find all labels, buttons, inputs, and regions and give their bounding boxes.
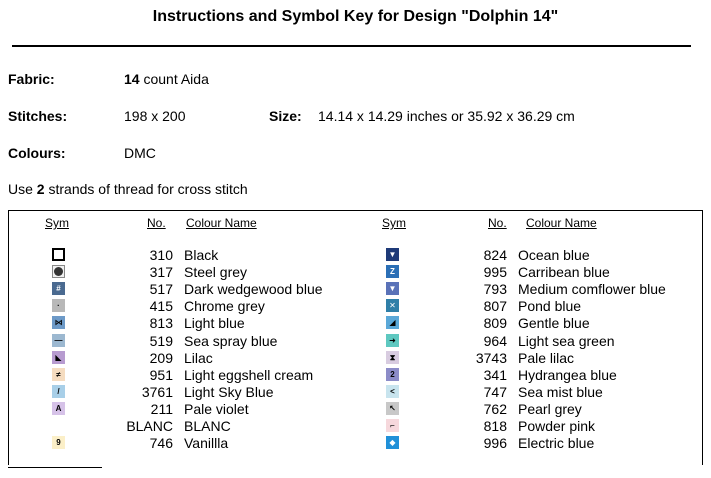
colour-row: [52, 247, 332, 264]
colour-name: Black: [184, 247, 219, 263]
colour-number: 747: [483, 383, 507, 400]
colour-row: [386, 384, 666, 401]
size-value: 14.14 x 14.29 inches or 35.92 x 36.29 cm: [318, 108, 575, 124]
instruction-after: strands of thread for cross stitch: [48, 181, 248, 197]
colour-row: [52, 401, 332, 418]
colour-number: 793: [483, 281, 507, 298]
stitches-row: [8, 108, 186, 124]
colour-row: [52, 264, 332, 281]
colour-number: 818: [483, 418, 507, 434]
colours-label: Colours:: [8, 145, 66, 161]
colour-row: [386, 350, 666, 367]
colour-name: Vanillla: [184, 435, 229, 452]
colour-number: 951: [149, 366, 173, 383]
colour-row: [52, 298, 332, 315]
colour-name: Chrome grey: [184, 298, 265, 315]
colour-name: Sea mist blue: [518, 383, 603, 400]
hourglass-icon: ⧗: [386, 351, 399, 364]
colour-row: [52, 418, 332, 435]
colour-row: [52, 333, 332, 350]
colour-name: Pale lilac: [518, 349, 575, 366]
colour-number: 415: [149, 298, 173, 315]
colour-row: [386, 435, 666, 452]
colour-number: 519: [149, 332, 173, 349]
down-triangle-icon: ▼: [386, 282, 399, 295]
colour-name: Carribean blue: [518, 264, 610, 281]
colour-number: 824: [483, 247, 507, 263]
colour-number: 746: [149, 435, 173, 452]
colour-name: Dark wedgewood blue: [184, 281, 323, 298]
colour-name: Pond blue: [518, 298, 582, 315]
hash-icon: #: [52, 282, 65, 295]
colour-row: [52, 281, 332, 298]
key-bottom-line: [8, 467, 102, 468]
two-icon: 2: [386, 368, 399, 381]
arrow-icon: ➜: [386, 334, 399, 347]
colour-row: [386, 401, 666, 418]
colour-name: Light eggshell cream: [184, 366, 314, 383]
bowtie-icon: ⋈: [52, 316, 65, 329]
colour-name: Medium comflower blue: [518, 281, 666, 298]
colour-name: Sea spray blue: [184, 332, 278, 349]
colour-number: 809: [483, 315, 507, 332]
left-no-header: No.: [147, 216, 166, 230]
colour-number: 762: [483, 400, 507, 417]
dot-icon: ·: [52, 299, 65, 312]
colour-name: Light Sky Blue: [184, 383, 274, 400]
colour-number: 517: [149, 281, 173, 298]
fabric-label: Fabric:: [8, 71, 55, 87]
letter-z-icon: Z: [386, 265, 399, 278]
colours-value: DMC: [124, 145, 156, 161]
angle-arrow-icon: ↖: [386, 402, 399, 415]
colour-number: 964: [483, 332, 507, 349]
colour-number: 3743: [475, 349, 507, 366]
letter-a-icon: A: [52, 402, 65, 415]
colour-row: [386, 418, 666, 435]
colour-row: [52, 315, 332, 332]
colour-number: 996: [483, 435, 507, 452]
cross-icon: ✕: [386, 299, 399, 312]
slashes-icon: ≠: [52, 368, 65, 381]
colour-row: [386, 298, 666, 315]
colour-number: 807: [483, 298, 507, 315]
colour-name: Gentle blue: [518, 315, 590, 332]
colour-name: Electric blue: [518, 435, 595, 452]
colour-name: Pearl grey: [518, 400, 582, 417]
colour-name: Light blue: [184, 315, 245, 332]
colour-row: [386, 281, 666, 298]
colour-row: [386, 367, 666, 384]
right-no-header: No.: [488, 216, 507, 230]
strand-instruction: [8, 181, 248, 197]
size-row: [269, 108, 575, 124]
colour-name: Ocean blue: [518, 247, 590, 263]
colour-row: [52, 367, 332, 384]
title-underline: [12, 45, 691, 47]
colour-number: 310: [149, 247, 173, 263]
strand-count: 2: [36, 181, 45, 197]
colour-name: Pale violet: [184, 400, 249, 417]
colour-name: Light sea green: [518, 332, 615, 349]
colour-row: [386, 333, 666, 350]
left-name-header: Colour Name: [186, 216, 257, 230]
colour-row: [52, 350, 332, 367]
colour-number: 813: [149, 315, 173, 332]
colour-name: Steel grey: [184, 264, 248, 281]
colour-row: [52, 384, 332, 401]
diamond-icon: ◆: [386, 436, 399, 449]
colour-number: 211: [150, 400, 173, 417]
colour-name: BLANC: [184, 418, 231, 434]
colour-row: [52, 435, 332, 452]
corner-triangle-icon: ◢: [386, 316, 399, 329]
left-sym-header: Sym: [45, 216, 69, 230]
colour-number: 3761: [141, 383, 173, 400]
right-name-header: Colour Name: [526, 216, 597, 230]
right-sym-header: Sym: [382, 216, 406, 230]
colour-name: Lilac: [184, 349, 213, 366]
triangle-icon: ◣: [52, 351, 65, 364]
corner-icon: ⌐: [386, 419, 399, 432]
colour-row: [386, 315, 666, 332]
down-triangle-icon: ▼: [386, 248, 399, 261]
colour-number: 995: [483, 264, 507, 281]
fabric-type: count Aida: [143, 71, 209, 87]
stitches-value: 198 x 200: [124, 108, 186, 124]
size-label: Size:: [269, 108, 302, 124]
nine-icon: 9: [52, 436, 65, 449]
colour-number: 209: [149, 349, 173, 366]
colour-number: 317: [149, 264, 173, 281]
slash-icon: /: [52, 385, 65, 398]
dash-icon: —: [52, 334, 65, 347]
page-title: Instructions and Symbol Key for Design "Dolphin 14": [152, 8, 559, 25]
colour-name: Powder pink: [518, 418, 596, 434]
colour-row: [386, 247, 666, 264]
less-than-icon: <: [386, 385, 399, 398]
colour-number: BLANC: [126, 418, 173, 434]
stitches-label: Stitches:: [8, 108, 68, 124]
colour-name: Hydrangea blue: [518, 366, 617, 383]
colour-number: 341: [483, 366, 507, 383]
fabric-count: 14: [124, 71, 140, 87]
fabric-row: [8, 71, 209, 87]
fabric-value: [124, 71, 209, 87]
colour-row: [386, 264, 666, 281]
instruction-before: Use: [8, 181, 33, 197]
colours-row: [8, 145, 156, 161]
